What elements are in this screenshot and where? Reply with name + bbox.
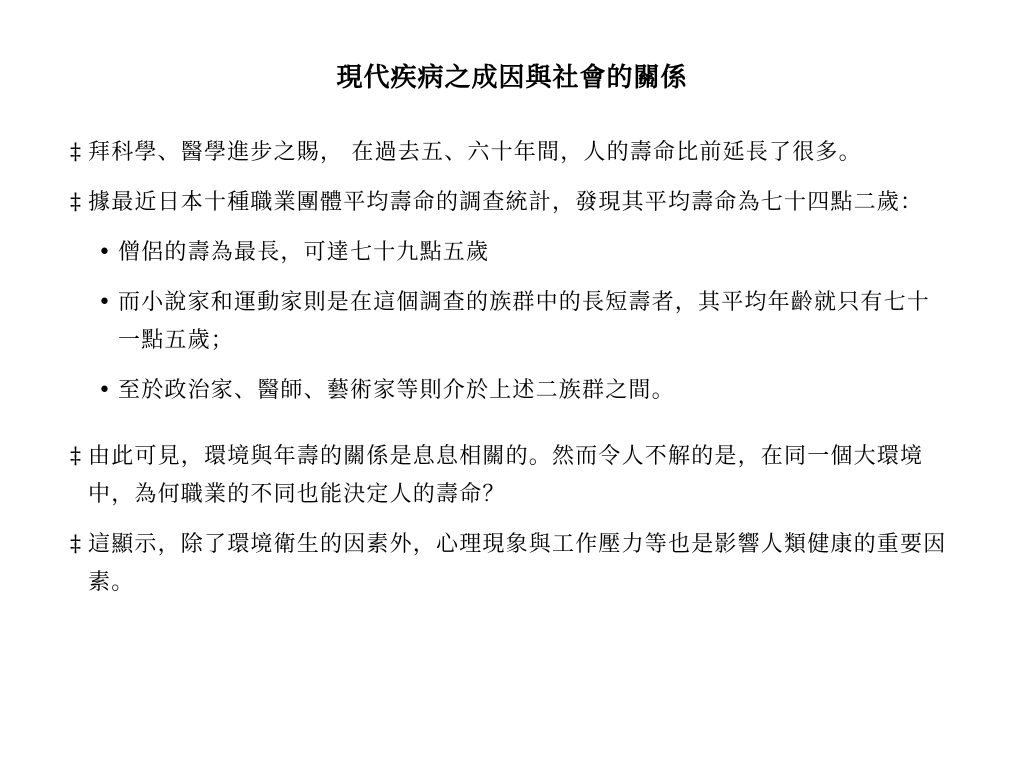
sub-point-text: 至於政治家、醫師、藝術家等則介於上述二族群之間。 [118,378,675,403]
point-psychological-factors [70,526,950,602]
double-dagger-bullet-icon: ‡ [70,140,83,165]
slide-title: 現代疾病之成因與社會的關係 [336,63,688,93]
point-environment-relation [70,438,950,514]
dot-bullet-icon: • [98,378,113,403]
slide-body [70,134,950,614]
point-japan-survey [70,184,950,222]
point-text: 由此可見，環境與年壽的關係是息息相關的。然而令人不解的是，在同一個大環境中，為何職業的不同也能決定人的壽命？ [88,444,924,507]
double-dagger-bullet-icon: ‡ [70,444,83,469]
point-text: 據最近日本十種職業團體平均壽命的調查統計，發現其平均壽命為七十四點二歲： [88,190,924,215]
point-text: 這顯示，除了環境衛生的因素外，心理現象與工作壓力等也是影響人類健康的重要因素。 [88,532,947,595]
survey-results-list [70,234,950,410]
point-text: 拜科學、醫學進步之賜， 在過去五、六十年間，人的壽命比前延長了很多。 [88,140,862,165]
sub-point-text: 僧侶的壽為最長，可達七十九點五歲 [118,240,490,265]
sub-point-politicians-doctors-artists [70,372,950,410]
dot-bullet-icon: • [98,290,113,315]
sub-point-novelists-athletes [70,284,950,360]
sub-point-text: 而小說家和運動家則是在這個調查的族群中的長短壽者，其平均年齡就只有七十一點五歲； [118,290,931,353]
dot-bullet-icon: • [98,240,113,265]
sub-point-monks [70,234,950,272]
double-dagger-bullet-icon: ‡ [70,190,83,215]
double-dagger-bullet-icon: ‡ [70,532,83,557]
point-longevity-progress [70,134,950,172]
